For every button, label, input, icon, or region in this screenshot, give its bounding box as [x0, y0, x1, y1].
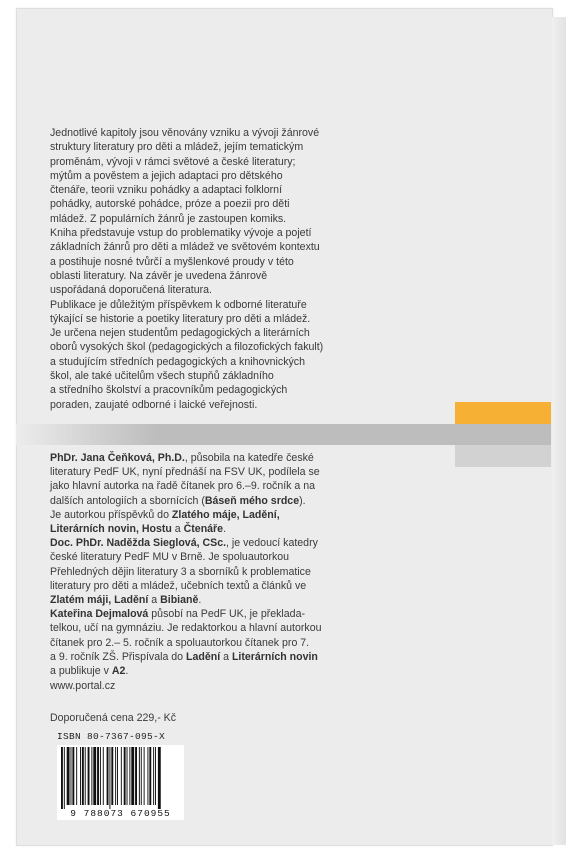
- barcode-bar: [131, 747, 134, 805]
- barcode-bar: [111, 747, 113, 805]
- barcode-bar: [144, 747, 145, 805]
- blurb-line: struktury literatury pro děti a mládež, jejím tematickým: [50, 141, 304, 154]
- blurb-line: a středního školství a pracovníkům pedagogických: [50, 384, 288, 397]
- decorative-band-fade: [16, 424, 156, 445]
- author-name: PhDr. Jana Čeňková, Ph.D.: [50, 452, 185, 464]
- bio-text: a: [148, 594, 161, 607]
- bio-text: čítanek pro 2.– 5. ročník a spoluautorkou čítanek pro 7.: [50, 636, 310, 649]
- blurb-line: mládež. Z populárních žánrů je zastoupen komiks.: [50, 212, 287, 225]
- barcode-bar: [117, 747, 118, 805]
- work-title: Zlatého máje, Ladění,: [171, 508, 280, 521]
- blurb-line: poraden, zaujaté odborné i laické veřejnosti.: [50, 398, 258, 411]
- barcode-bar: [158, 747, 161, 809]
- author-bios: [50, 451, 395, 678]
- barcode-bar: [124, 747, 126, 805]
- barcode-bars: [57, 745, 184, 811]
- barcode-bar: [103, 747, 104, 805]
- bio-text: a: [220, 650, 232, 663]
- barcode-bar: [127, 747, 128, 805]
- bio-text: literatury PedF UK, nyní přednáší na FSV UK, podílela se: [50, 466, 320, 479]
- bio-text: .: [223, 523, 227, 536]
- bio-text: literatury pro děti a mládež, učebních textů a článků ve: [50, 579, 307, 592]
- barcode-bar: [155, 747, 156, 805]
- barcode-bar: [64, 747, 65, 809]
- bio-text: .: [198, 594, 202, 607]
- barcode-bar: [67, 747, 70, 805]
- work-title: Zlatém máji, Ladění: [50, 594, 149, 607]
- blurb-line: Je určena nejen studentům pedagogických a literárních: [50, 327, 310, 340]
- blurb-line: oborů vysokých škol (pedagogických a filozofických fakult): [50, 341, 324, 354]
- barcode-bar: [149, 747, 151, 805]
- author-bio-cenkova: [50, 451, 395, 536]
- barcode: [57, 745, 184, 820]
- author-name: Doc. PhDr. Naděžda Sieglová, CSc.: [50, 537, 227, 550]
- barcode-bar: [88, 747, 90, 805]
- bio-text: působí na PedF UK, je překlada-: [148, 608, 305, 621]
- barcode-bar: [97, 747, 99, 805]
- bio-text: , je vedoucí katedry: [226, 537, 318, 550]
- bio-text: a publikuje v: [50, 665, 112, 678]
- barcode-bar: [153, 747, 154, 805]
- barcode-bar: [80, 747, 81, 805]
- author-bio-sieglova: [50, 536, 395, 607]
- barcode-bar: [72, 747, 74, 805]
- barcode-bar: [147, 747, 148, 805]
- recommended-price: Doporučená cena 229,- Kč: [50, 712, 177, 724]
- bio-text: a 9. ročník ZŠ. Přispívala do: [50, 650, 187, 663]
- blurb-line: mýtům a pověstem a jejich adaptaci pro dětského: [50, 169, 283, 182]
- blurb-line: škol, ale také učitelům všech stupňů základního: [50, 370, 274, 383]
- blurb-line: a studujícím středních pedagogických a knihovnických: [50, 355, 305, 368]
- barcode-bar: [100, 747, 101, 805]
- barcode-bar: [71, 747, 72, 805]
- bio-text: telkou, učí na gymnáziu. Je redaktorkou a hlavní autorkou: [50, 622, 322, 635]
- author-name: Kateřina Dejmalová: [50, 608, 149, 621]
- blurb-line: oblasti literatury. Na závěr je uvedena žánrově: [50, 269, 268, 282]
- bio-text: dalších antologiích a sbornících (: [50, 494, 205, 507]
- blurb-line: a postihuje nosné tvůrčí a myšlenkové proudy v této: [50, 255, 294, 268]
- barcode-bar: [135, 747, 137, 805]
- bio-text: Je autorkou příspěvků do: [50, 508, 172, 521]
- work-title: Ladění: [186, 650, 221, 663]
- work-title: Literárních novin, Hostu: [50, 523, 172, 536]
- barcode-bar: [93, 747, 96, 805]
- blurb-line: uspořádaná doporučená literatura.: [50, 284, 212, 297]
- barcode-bar: [85, 747, 86, 805]
- barcode-number: 9 788073 670955: [70, 808, 171, 819]
- work-title: A2: [111, 665, 126, 678]
- barcode-bar: [76, 747, 77, 805]
- barcode-bar: [129, 747, 130, 805]
- bio-text: ).: [299, 494, 306, 507]
- decorative-gray-block: [455, 445, 551, 467]
- barcode-bar: [107, 747, 109, 805]
- blurb-line: Jednotlivé kapitoly jsou věnovány vzniku a vývoji žánrové: [50, 127, 320, 139]
- blurb-line: proměnám, vývoji v rámci světové a české literatury;: [50, 155, 296, 168]
- blurb-line: základních žánrů pro děti a mládež ve světovém kontextu: [50, 241, 320, 254]
- book-blurb: [50, 126, 390, 412]
- publisher-website: www.portal.cz: [50, 680, 116, 692]
- bio-text: , působila na katedře české: [184, 452, 314, 464]
- blurb-line: pohádky, autorské pohádce, próze a poezii pro děti: [50, 198, 290, 211]
- author-bio-dejmalova: [50, 607, 395, 678]
- cover-edge: [552, 17, 566, 845]
- decorative-orange-block: [455, 402, 551, 424]
- barcode-bar: [61, 747, 63, 809]
- work-title: Literárních novin: [231, 650, 318, 663]
- barcode-bar: [121, 747, 122, 805]
- barcode-bar: [82, 747, 84, 805]
- work-title: Báseň mého srdce: [204, 494, 300, 507]
- barcode-bar: [115, 747, 116, 805]
- bio-text: jako hlavní autorka na řadě čítanek pro 6.–9. ročník a na: [50, 480, 316, 493]
- blurb-line: Kniha představuje vstup do problematiky vývoje a pojetí: [50, 227, 312, 240]
- bio-text: a: [171, 523, 184, 536]
- barcode-bar: [141, 747, 142, 805]
- bio-text: Přehledných dějin literatury 3 a sborníků k problematice: [50, 565, 311, 578]
- barcode-bar: [109, 747, 110, 809]
- barcode-bar: [91, 747, 92, 805]
- blurb-line: Publikace je důležitým příspěvkem k odborné literatuře: [50, 298, 307, 311]
- barcode-bar: [139, 747, 140, 805]
- isbn-number: ISBN 80-7367-095-X: [57, 731, 166, 742]
- bio-text: .: [125, 665, 129, 678]
- blurb-line: týkající se historie a poetiky literatury pro děti a mládež.: [50, 312, 311, 325]
- work-title: Čtenáře: [183, 523, 224, 536]
- bio-text: české literatury PedF MU v Brně. Je spoluautorkou: [50, 551, 290, 564]
- work-title: Bibianě: [160, 594, 199, 607]
- blurb-line: čtenáře, teorii vzniku pohádky a adaptaci folklorní: [50, 184, 283, 197]
